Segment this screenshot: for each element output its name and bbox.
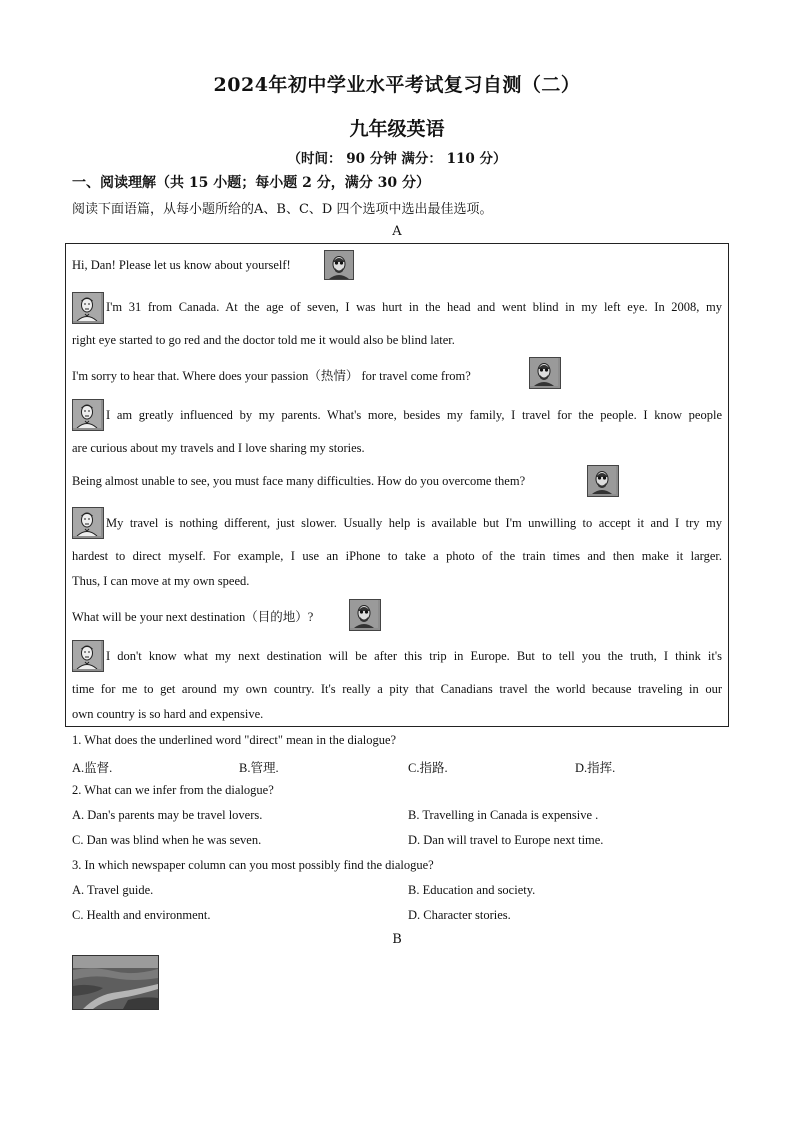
question-2-option-c[interactable]: C. Dan was blind when he was seven. [72, 833, 262, 847]
exam-title: 2024年初中学业水平考试复习自测（二） [213, 74, 581, 96]
interviewer-avatar-icon [529, 357, 561, 389]
interviewer-question-3: Being almost unable to see, you must face many difficulties. How do you overcome them? [72, 474, 526, 488]
question-2-option-d[interactable]: D. Dan will travel to Europe next time. [408, 833, 604, 847]
dan-answer-4-line-3: own country is so hard and expensive. [72, 707, 264, 721]
section-heading: 一、阅读理解（共 15 小题；每小题 2 分，满分 30 分） [72, 175, 430, 191]
landscape-photo [72, 955, 159, 1010]
question-3-option-c[interactable]: C. Health and environment. [72, 908, 211, 922]
interviewer-question-2: I'm sorry to hear that. Where does your passion（热情） for travel come from? [72, 369, 471, 383]
section-instruction: 阅读下面语篇，从每小题所给的A、B、C、D 四个选项中选出最佳选项。 [72, 202, 493, 217]
question-3-option-b[interactable]: B. Education and society. [408, 883, 536, 897]
passage-a-label: A [392, 224, 402, 239]
time-info: （时间： 90 分钟 满分： 110 分） [287, 151, 507, 167]
question-2-option-b[interactable]: B. Travelling in Canada is expensive . [408, 808, 599, 822]
interviewer-avatar-icon [587, 465, 619, 497]
question-3-stem: 3. In which newspaper column can you most possibly find the dialogue? [72, 858, 434, 872]
exam-subtitle: 九年级英语 [349, 118, 445, 140]
dan-answer-3-line-2: hardest to direct myself. For example, I use an iPhone to take a photo of the train times and then make it larger. [72, 549, 722, 563]
question-1-option-a[interactable]: A.监督. [72, 761, 113, 775]
interviewer-question-1: Hi, Dan! Please let us know about yourself! [72, 258, 291, 272]
dan-answer-1-line-1: I'm 31 from Canada. At the age of seven, I was hurt in the head and went blind in my left eye. In 2008, my [106, 300, 722, 314]
dan-avatar-icon [72, 399, 104, 431]
question-1-option-b[interactable]: B.管理. [239, 761, 279, 775]
question-2-stem: 2. What can we infer from the dialogue? [72, 783, 274, 797]
dan-answer-4-line-2: time for me to get around my own country. It's really a pity that Canadians travel the world because traveling in our [72, 682, 722, 696]
question-3-option-a[interactable]: A. Travel guide. [72, 883, 154, 897]
dan-answer-3-line-1: My travel is nothing different, just slower. Usually help is available but I'm unwilling to accept it and I try my [106, 516, 722, 530]
dan-avatar-icon [72, 507, 104, 539]
dan-answer-4-line-1: I don't know what my next destination will be after this trip in Europe. But to tell you the truth, I think it's [106, 649, 722, 663]
dan-answer-2-line-2: are curious about my travels and I love sharing my stories. [72, 441, 365, 455]
interviewer-avatar-icon [349, 599, 381, 631]
question-2-option-a[interactable]: A. Dan's parents may be travel lovers. [72, 808, 263, 822]
dan-answer-3-line-3: Thus, I can move at my own speed. [72, 574, 250, 588]
dan-avatar-icon [72, 292, 104, 324]
dan-avatar-icon [72, 640, 104, 672]
question-1-stem: 1. What does the underlined word "direct" mean in the dialogue? [72, 733, 397, 747]
question-1-option-c[interactable]: C.指路. [408, 761, 448, 775]
question-1-option-d[interactable]: D.指挥. [575, 761, 616, 775]
dan-answer-1-line-2: right eye started to go red and the doctor told me it would also be blind later. [72, 333, 455, 347]
passage-b-label: B [392, 932, 402, 947]
question-3-option-d[interactable]: D. Character stories. [408, 908, 511, 922]
interviewer-question-4: What will be your next destination（目的地）? [72, 610, 314, 624]
dan-answer-2-line-1: I am greatly influenced by my parents. What's more, besides my family, I travel for the people. I know people [106, 408, 722, 422]
interviewer-avatar-icon [324, 250, 354, 280]
